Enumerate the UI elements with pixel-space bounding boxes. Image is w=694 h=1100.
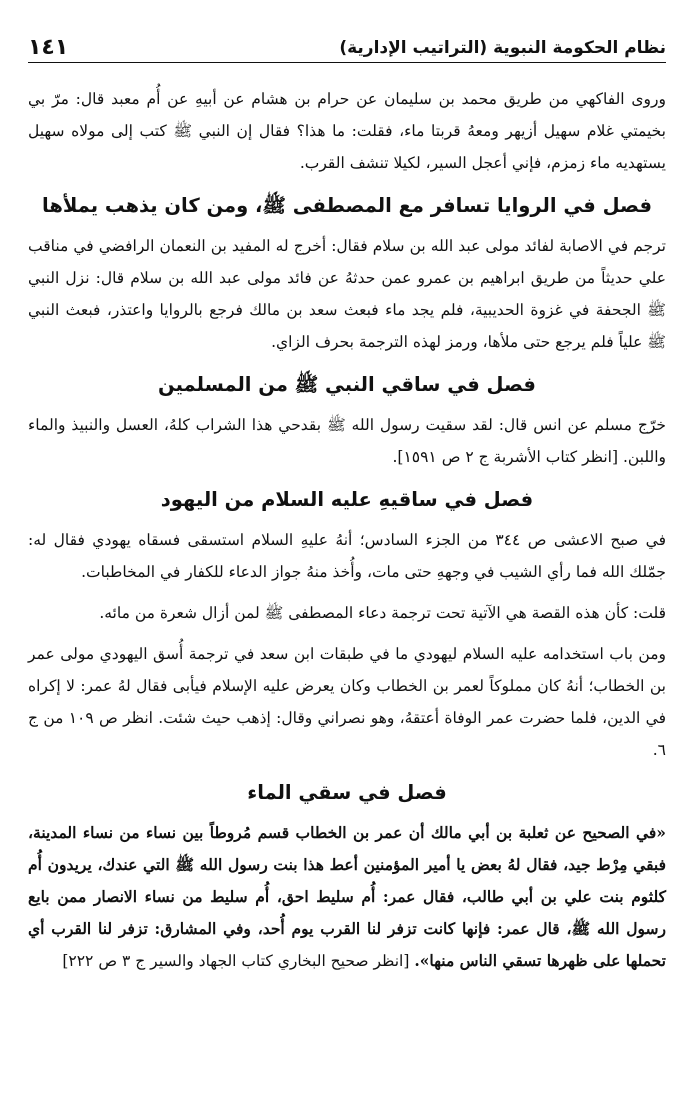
quote-paragraph xyxy=(28,817,666,977)
paragraph-muslim-anas: خرّج مسلم عن انس قال: لقد سقيت رسول الله ﷺ بقدحي هذا الشراب كلهُ، العسل والنبيذ والماء واللبن. [انظر كتاب الأشربة ج ٢ ص ١٥٩١]. xyxy=(28,416,666,466)
header-title: نظام الحكومة النبوية (التراتيب الإدارية) xyxy=(339,38,666,58)
section-heading-muslim-cupbearer: فصل في ساقي النبي ﷺ من المسلمين xyxy=(158,373,536,396)
quote-text: «في الصحيح عن ثعلبة بن أبي مالك أن عمر بن الخطاب قسم مُروطاً بين نساء من نساء المدينة، فبقي مِرْط جيد، فقال لهُ بعض يا أمير المؤمنين أعط هذا بنت رسول الله ﷺ التي عندك، يريدون أُم كلثوم بنت علي بن أبي طالب، فقال عمر: أُم سليط احق، أُم سليط من نساء الانصار ممن بايع رسول الله ﷺ، قال عمر: فإنها كانت تزفر لنا القرب يوم أُحد، وفي المشارق: تزفر لنا القرب أي تحملها على ظهرها تسقي الناس منها». xyxy=(28,823,666,970)
paragraph-subh-alaasha: في صبح الاعشى ص ٣٤٤ من الجزء السادس؛ أنهُ عليهِ السلام استسقى فسقاه يهودي فقال له: جمّلك الله فما رأي الشيب في وجههِ حتى مات، وأُخذ منهُ جواز الدعاء للكفار في المخاطبات. xyxy=(28,531,666,581)
section-heading-rawaya: فصل في الروايا تسافر مع المصطفى ﷺ، ومن كان يذهب يملأها xyxy=(42,194,652,217)
running-header xyxy=(28,22,666,63)
paragraph-ibn-saad: ومن باب استخدامه عليه السلام ليهودي ما في طبقات ابن سعد في ترجمة أُسق اليهودي مولى عمر بن الخطاب؛ أنهُ كان مملوكاً لعمر بن الخطاب وكان يعرض عليه الإسلام فيأبى فقال لهُ عمر: لا إكراه في الدين، فلما حضرت عمر الوفاة أعتقهُ، وهو نصراني وقال: إذهب حيث شئت. انظر ص ١٠٩ من ج ٦. xyxy=(28,645,666,759)
page-number: ١٤١ xyxy=(28,35,69,60)
section-heading-jewish-cupbearer: فصل في ساقيهِ عليه السلام من اليهود xyxy=(160,488,534,511)
paragraph-isaba: ترجم في الاصابة لفائد مولى عبد الله بن سلام فقال: أخرج له المفيد بن النعمان الرافضي في مناقب علي حديثاً من طريق ابراهيم بن عمرو عمن حدثهُ عن فائد مولى عبد الله بن سلام قال: نزل النبي ﷺ الجحفة في غزوة الحديبية، فلم يجد ماء فبعث سعد بن مالك فرجع بالروايا واعتذر، فبعث النبي ﷺ علياً فلم يرجع حتى ملأها، ورمز لهذه الترجمة بحرف الزاي. xyxy=(28,237,666,351)
paragraph-fakihi: وروى الفاكهي من طريق محمد بن سليمان عن حرام بن هشام عن أبيهِ عن أُم معبد قال: مرّ بي بخيمتي غلام سهيل أزيهر ومعهُ قربتا ماء، فقلت: ما هذا؟ فقال إن النبي ﷺ كتب إلى مولاه سهيل يستهديه ماء زمزم، فإني أعجل السير، لكيلا تنشف القرب. xyxy=(28,90,666,172)
section-heading-water-supply: فصل في سقي الماء xyxy=(247,781,447,804)
quote-reference: [انظر صحيح البخاري كتاب الجهاد والسير ج ٣ ص ٢٢٢] xyxy=(62,952,415,970)
paragraph-note: قلت: كأن هذه القصة هي الآتية تحت ترجمة دعاء المصطفى ﷺ لمن أزال شعرة من مائه. xyxy=(99,604,666,622)
